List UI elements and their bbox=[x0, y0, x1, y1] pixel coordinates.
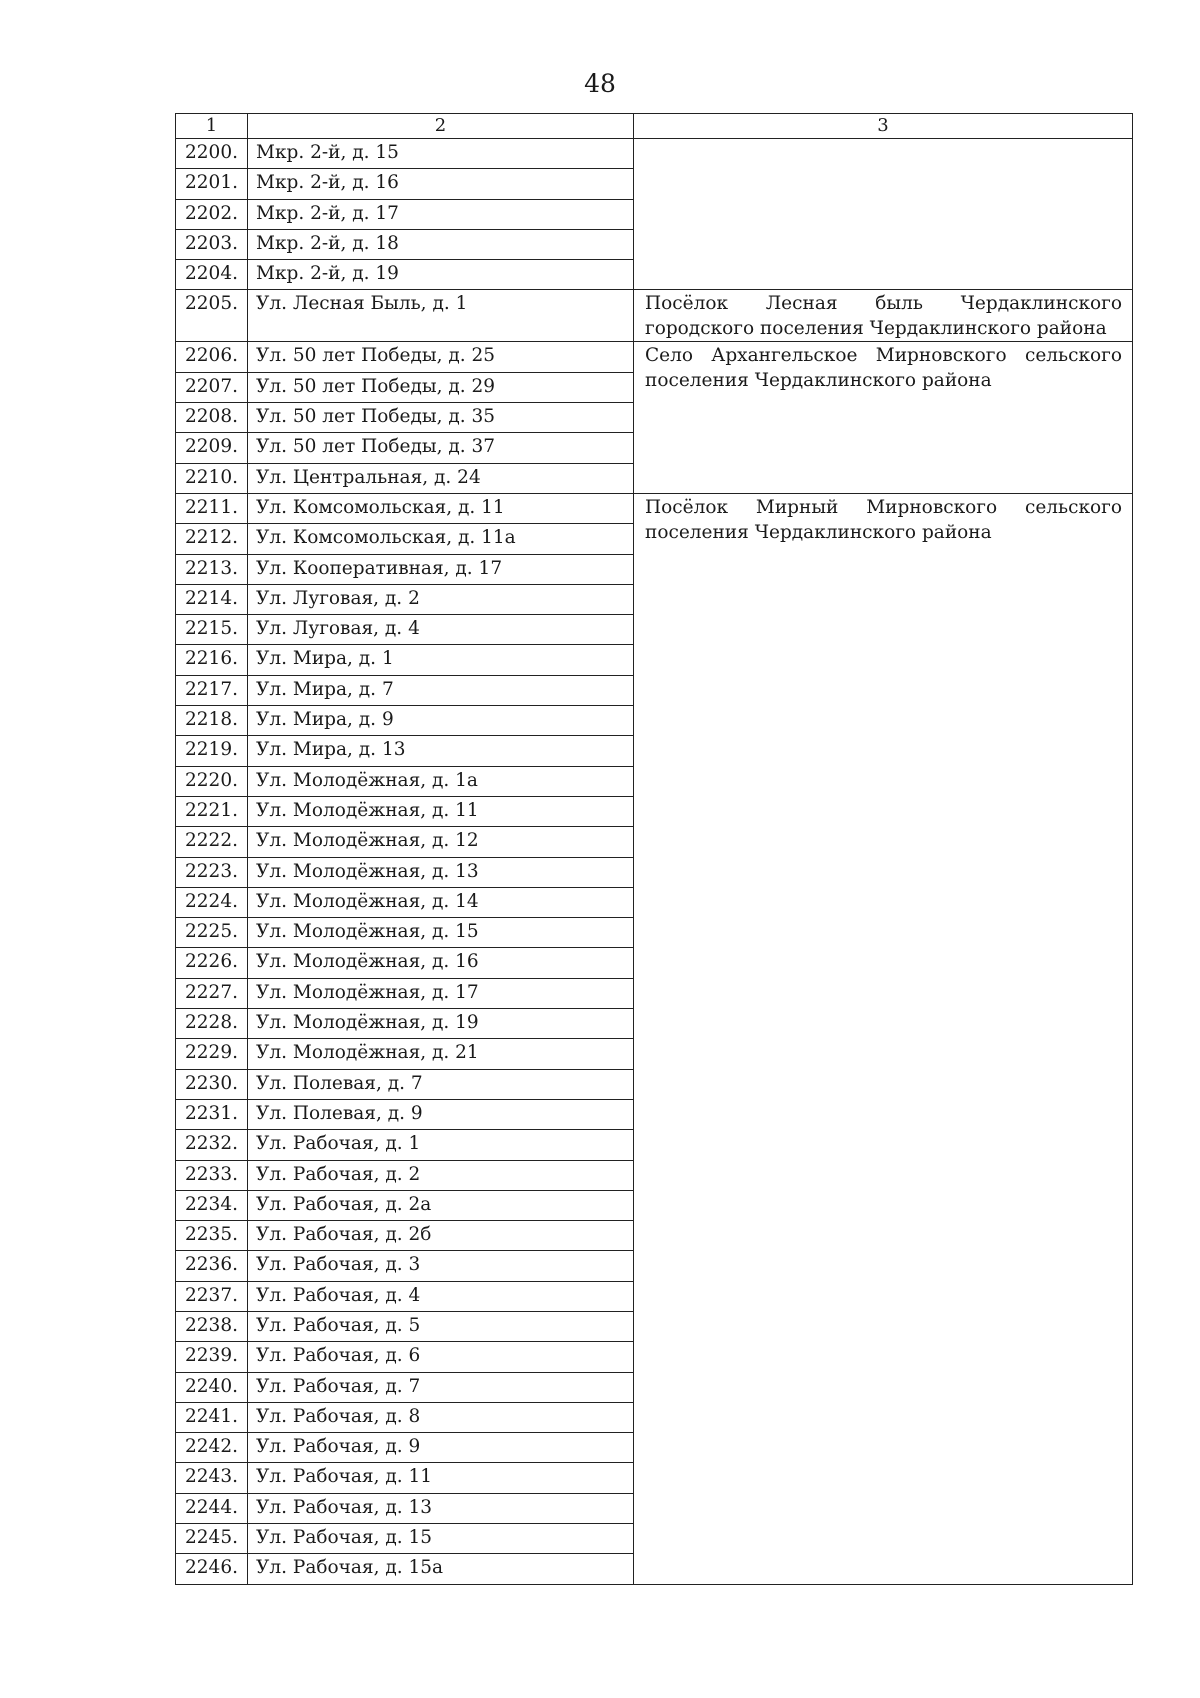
address-table bbox=[175, 113, 1133, 1585]
row-number: 2236. bbox=[176, 1251, 248, 1281]
row-number: 2205. bbox=[176, 290, 248, 342]
address-cell: Ул. 50 лет Победы, д. 37 bbox=[248, 433, 634, 463]
address-cell: Ул. Молодёжная, д. 21 bbox=[248, 1039, 634, 1069]
address-cell: Ул. Луговая, д. 4 bbox=[248, 615, 634, 645]
settlement-cell bbox=[634, 493, 1133, 1584]
address-cell: Мкр. 2-й, д. 18 bbox=[248, 229, 634, 259]
address-cell: Ул. Рабочая, д. 15а bbox=[248, 1554, 634, 1584]
row-number: 2201. bbox=[176, 169, 248, 199]
row-number: 2220. bbox=[176, 766, 248, 796]
row-number: 2224. bbox=[176, 887, 248, 917]
address-cell: Ул. Рабочая, д. 2 bbox=[248, 1160, 634, 1190]
column-header-1: 1 bbox=[176, 114, 248, 139]
row-number: 2227. bbox=[176, 978, 248, 1008]
row-number: 2226. bbox=[176, 948, 248, 978]
row-number: 2210. bbox=[176, 463, 248, 493]
row-number: 2204. bbox=[176, 260, 248, 290]
row-number: 2225. bbox=[176, 918, 248, 948]
settlement-name: Село Архангельское Мирновского сельского поселения Чердаклинского района bbox=[645, 345, 1122, 392]
address-cell: Ул. Луговая, д. 2 bbox=[248, 584, 634, 614]
row-number: 2228. bbox=[176, 1009, 248, 1039]
address-cell: Ул. Рабочая, д. 15 bbox=[248, 1524, 634, 1554]
row-number: 2223. bbox=[176, 857, 248, 887]
row-number: 2221. bbox=[176, 796, 248, 826]
address-table-body bbox=[176, 114, 1133, 1585]
address-cell: Ул. Мира, д. 1 bbox=[248, 645, 634, 675]
row-number: 2219. bbox=[176, 736, 248, 766]
row-number: 2200. bbox=[176, 139, 248, 169]
address-cell: Мкр. 2-й, д. 17 bbox=[248, 199, 634, 229]
settlement-cell bbox=[634, 342, 1133, 493]
row-number: 2235. bbox=[176, 1221, 248, 1251]
address-cell: Ул. Рабочая, д. 5 bbox=[248, 1311, 634, 1341]
address-cell: Ул. Рабочая, д. 11 bbox=[248, 1463, 634, 1493]
address-cell: Ул. Лесная Быль, д. 1 bbox=[248, 290, 634, 342]
page-number: 48 bbox=[584, 69, 616, 98]
address-cell: Ул. Молодёжная, д. 19 bbox=[248, 1009, 634, 1039]
table-row bbox=[176, 290, 1133, 342]
row-number: 2238. bbox=[176, 1311, 248, 1341]
row-number: 2240. bbox=[176, 1372, 248, 1402]
row-number: 2239. bbox=[176, 1342, 248, 1372]
row-number: 2208. bbox=[176, 403, 248, 433]
table-row bbox=[176, 493, 1133, 523]
address-cell: Ул. Молодёжная, д. 15 bbox=[248, 918, 634, 948]
row-number: 2218. bbox=[176, 706, 248, 736]
row-number: 2202. bbox=[176, 199, 248, 229]
address-cell: Ул. 50 лет Победы, д. 25 bbox=[248, 342, 634, 372]
address-cell: Ул. Рабочая, д. 13 bbox=[248, 1493, 634, 1523]
row-number: 2229. bbox=[176, 1039, 248, 1069]
row-number: 2206. bbox=[176, 342, 248, 372]
row-number: 2237. bbox=[176, 1281, 248, 1311]
row-number: 2231. bbox=[176, 1099, 248, 1129]
row-number: 2212. bbox=[176, 524, 248, 554]
row-number: 2244. bbox=[176, 1493, 248, 1523]
address-cell: Ул. Комсомольская, д. 11 bbox=[248, 493, 634, 523]
address-cell: Ул. Полевая, д. 9 bbox=[248, 1099, 634, 1129]
address-cell: Ул. Молодёжная, д. 16 bbox=[248, 948, 634, 978]
row-number: 2222. bbox=[176, 827, 248, 857]
row-number: 2230. bbox=[176, 1069, 248, 1099]
row-number: 2232. bbox=[176, 1130, 248, 1160]
row-number: 2217. bbox=[176, 675, 248, 705]
row-number: 2246. bbox=[176, 1554, 248, 1584]
address-cell: Ул. 50 лет Победы, д. 35 bbox=[248, 403, 634, 433]
address-cell: Ул. Молодёжная, д. 13 bbox=[248, 857, 634, 887]
table-row bbox=[176, 342, 1133, 372]
row-number: 2207. bbox=[176, 372, 248, 402]
row-number: 2216. bbox=[176, 645, 248, 675]
address-cell: Ул. Рабочая, д. 1 bbox=[248, 1130, 634, 1160]
table-row bbox=[176, 139, 1133, 169]
address-cell: Ул. Полевая, д. 7 bbox=[248, 1069, 634, 1099]
address-cell: Ул. Рабочая, д. 2а bbox=[248, 1190, 634, 1220]
row-number: 2209. bbox=[176, 433, 248, 463]
address-cell: Ул. Рабочая, д. 2б bbox=[248, 1221, 634, 1251]
row-number: 2233. bbox=[176, 1160, 248, 1190]
row-number: 2243. bbox=[176, 1463, 248, 1493]
row-number: 2211. bbox=[176, 493, 248, 523]
address-cell: Мкр. 2-й, д. 15 bbox=[248, 139, 634, 169]
row-number: 2203. bbox=[176, 229, 248, 259]
address-cell: Мкр. 2-й, д. 19 bbox=[248, 260, 634, 290]
row-number: 2245. bbox=[176, 1524, 248, 1554]
address-cell: Ул. 50 лет Победы, д. 29 bbox=[248, 372, 634, 402]
address-cell: Ул. Кооперативная, д. 17 bbox=[248, 554, 634, 584]
address-cell: Ул. Комсомольская, д. 11а bbox=[248, 524, 634, 554]
address-cell: Ул. Мира, д. 7 bbox=[248, 675, 634, 705]
row-number: 2242. bbox=[176, 1433, 248, 1463]
address-cell: Ул. Рабочая, д. 3 bbox=[248, 1251, 634, 1281]
address-cell: Ул. Рабочая, д. 7 bbox=[248, 1372, 634, 1402]
settlement-name: Посёлок Лесная быль Чердаклинского городского поселения Чердаклинского района bbox=[645, 293, 1122, 340]
address-cell: Ул. Рабочая, д. 4 bbox=[248, 1281, 634, 1311]
address-cell: Ул. Молодёжная, д. 11 bbox=[248, 796, 634, 826]
address-cell: Ул. Молодёжная, д. 1а bbox=[248, 766, 634, 796]
row-number: 2234. bbox=[176, 1190, 248, 1220]
address-cell: Ул. Рабочая, д. 9 bbox=[248, 1433, 634, 1463]
address-cell: Ул. Рабочая, д. 6 bbox=[248, 1342, 634, 1372]
row-number: 2241. bbox=[176, 1402, 248, 1432]
address-cell: Ул. Молодёжная, д. 17 bbox=[248, 978, 634, 1008]
address-cell: Ул. Мира, д. 9 bbox=[248, 706, 634, 736]
row-number: 2213. bbox=[176, 554, 248, 584]
address-cell: Ул. Молодёжная, д. 14 bbox=[248, 887, 634, 917]
column-header-3: 3 bbox=[634, 114, 1133, 139]
settlement-cell bbox=[634, 139, 1133, 290]
column-header-2: 2 bbox=[248, 114, 634, 139]
address-cell: Мкр. 2-й, д. 16 bbox=[248, 169, 634, 199]
address-cell: Ул. Центральная, д. 24 bbox=[248, 463, 634, 493]
row-number: 2215. bbox=[176, 615, 248, 645]
row-number: 2214. bbox=[176, 584, 248, 614]
settlement-cell bbox=[634, 290, 1133, 342]
address-cell: Ул. Рабочая, д. 8 bbox=[248, 1402, 634, 1432]
settlement-name: Посёлок Мирный Мирновского сельского поселения Чердаклинского района bbox=[645, 496, 1122, 543]
table-header-row bbox=[176, 114, 1133, 139]
settlement-name bbox=[645, 139, 1122, 140]
address-cell: Ул. Мира, д. 13 bbox=[248, 736, 634, 766]
address-cell: Ул. Молодёжная, д. 12 bbox=[248, 827, 634, 857]
